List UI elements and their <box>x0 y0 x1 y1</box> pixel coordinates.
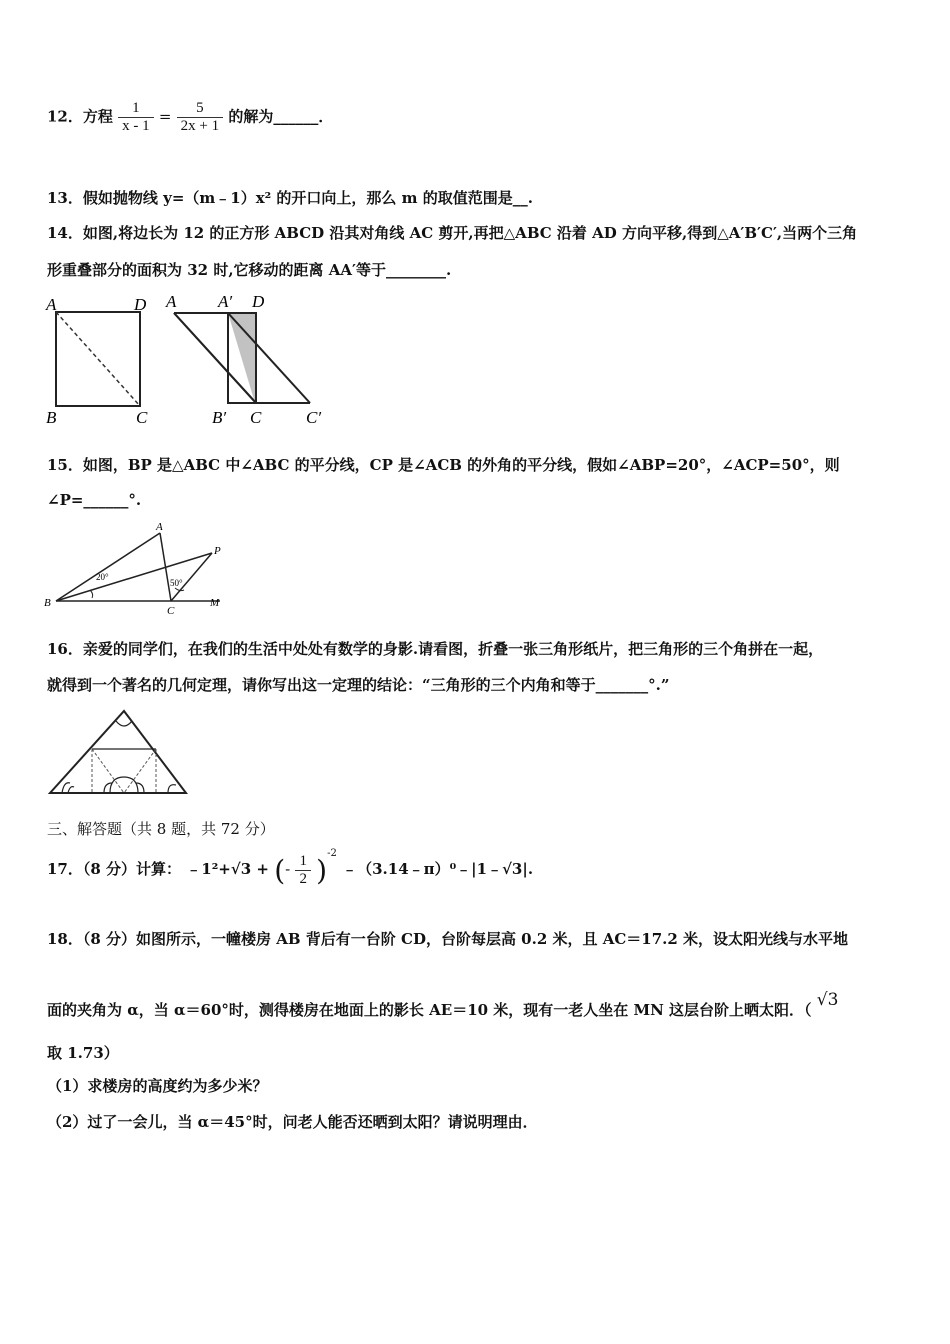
label-c: C <box>136 408 148 427</box>
q15-line-1: 15．如图，BP 是△ABC 中∠ABC 的平分线，CP 是∠ACB 的外角的平分线，假如∠ABP=20°，∠ACP=50°，则 <box>47 456 840 474</box>
label-b: B <box>46 408 57 427</box>
q12-fraction-1: $\frac{1}{x - 1}$ <box>118 100 154 135</box>
label-a-prime: A′ <box>218 292 233 311</box>
q17-fraction: $\frac{1}{2}$ <box>295 853 311 888</box>
label-c: C <box>167 605 175 617</box>
q17-expr-part1: ﹣1²+√3 + <box>186 860 269 878</box>
label-m: M <box>210 597 220 609</box>
q12-suffix: 的解为______． <box>228 107 334 126</box>
label-p: P <box>214 545 221 557</box>
angle-50: 50° <box>170 578 183 588</box>
label-c: C <box>250 408 262 427</box>
q15-line-2: ∠P=______°. <box>47 491 142 509</box>
q17-prefix: 17．（8 分）计算： <box>47 860 182 878</box>
label-b: B <box>44 597 51 609</box>
label-c-prime: C′ <box>306 408 322 427</box>
q15-figure <box>40 518 240 618</box>
q17-expr-part2: ﹣（3.14﹣π）⁰﹣|1﹣√3|. <box>342 860 534 878</box>
q18-line-2: 面的夹角为 α，当 α＝60°时，测得楼房在地面上的影长 AE＝10 米，现有一老人坐在 MN 这层台阶上晒太阳．（ √3 <box>47 990 839 1019</box>
q18-line-1: 18．（8 分）如图所示，一幢楼房 AB 背后有一台阶 CD，台阶每层高 0.2 米，且 AC＝17.2 米，设太阳光线与水平地 <box>47 930 849 948</box>
q14-figure-translated <box>160 285 340 430</box>
q12-equals: = <box>158 107 172 126</box>
label-a: A <box>156 521 163 533</box>
sqrt3: √3 <box>816 990 839 1010</box>
label-a: A <box>166 292 177 311</box>
q17-line: 17．（8 分）计算： ﹣1²+√3 + (- $\frac{1}{2}$ )$^{-2}$ ﹣（3.14﹣π）⁰﹣|1﹣√3|. <box>47 848 534 887</box>
q14-line-1: 14．如图,将边长为 12 的正方形 ABCD 沿其对角线 AC 剪开,再把△ABC 沿着 AD 方向平移,得到△A′B′C′,当两个三角 <box>47 224 858 242</box>
q14-line-2: 形重叠部分的面积为 32 时,它移动的距离 AA′等于________. <box>47 261 452 279</box>
q18-line-3: 取 1.73） <box>47 1044 119 1062</box>
q18-sub-1: （1）求楼房的高度约为多少米？ <box>47 1077 268 1095</box>
q12-fraction-2: $\frac{5}{2x + 1}$ <box>177 100 223 135</box>
label-d: D <box>134 295 147 314</box>
q16-line-1: 16．亲爱的同学们，在我们的生活中处处有数学的身影.请看图，折叠一张三角形纸片，把三角形的三个角拼在一起， <box>47 640 824 658</box>
q12-prefix: 12．方程 <box>47 107 113 126</box>
q17-exponent: -2 <box>327 848 337 859</box>
q12-line <box>47 100 333 135</box>
label-b-prime: B′ <box>212 408 227 427</box>
label-d: D <box>252 292 265 311</box>
q16-figure-folded-triangle <box>44 705 192 797</box>
q16-line-2: 就得到一个著名的几何定理，请你写出这一定理的结论：“三角形的三个内角和等于_______°.” <box>47 676 670 694</box>
q18-sub-2: （2）过了一会儿，当 α＝45°时，问老人能否还晒到太阳？请说明理由． <box>47 1113 538 1131</box>
section-title: 三、解答题（共 8 题，共 72 分） <box>47 820 275 838</box>
angle-20: 20° <box>96 572 109 582</box>
q14-figure-square <box>44 290 154 430</box>
label-a: A <box>46 295 57 314</box>
q13-line: 13．假如抛物线 y=（m﹣1）x² 的开口向上，那么 m 的取值范围是__. <box>47 189 533 207</box>
